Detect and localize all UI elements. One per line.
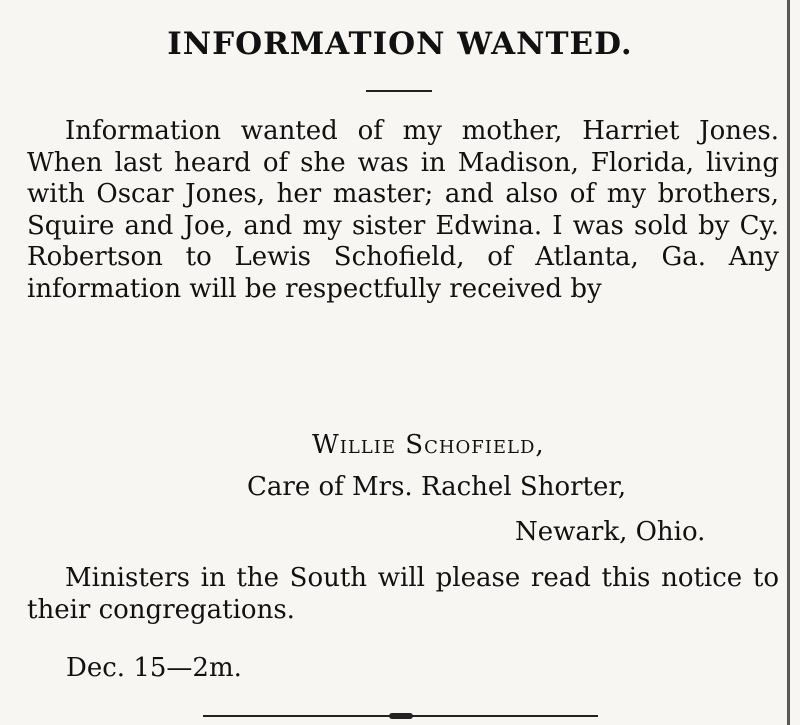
signature-name: Willie Schofield,: [312, 430, 545, 460]
notice-body: Information wanted of my mother, Harriet Jones. When last heard of she was in Madison, Florida, living with Oscar Jones, her master; and also of my brothers, Squire and Joe, and my sister Edwina. I was sold by Cy. Robertson to Lewis Schofield, of Atlanta, Ga. Any information will be respectfully received by: [27, 116, 779, 304]
dateline: Dec. 15—2m.: [66, 653, 242, 683]
signature-place: Newark, Ohio.: [515, 517, 706, 547]
bottom-divider: [203, 713, 598, 719]
ministers-note: Ministers in the South will please read this notice to their congregations.: [27, 563, 779, 625]
bottom-divider-ornament: [389, 713, 413, 719]
column-rule: [787, 0, 790, 725]
headline: INFORMATION WANTED.: [167, 26, 633, 62]
signature-care-of: Care of Mrs. Rachel Shorter,: [247, 472, 627, 502]
headline-divider: [366, 90, 432, 92]
